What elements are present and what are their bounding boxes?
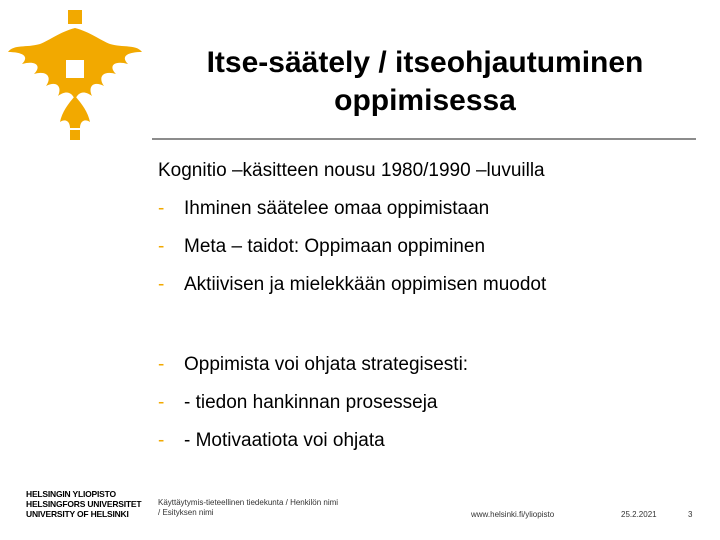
bullet-item xyxy=(158,234,698,260)
bullet-marker: - xyxy=(158,354,165,375)
slide-title xyxy=(160,44,690,120)
footer-presentation-info xyxy=(158,498,378,518)
bullet-marker: - xyxy=(158,198,165,219)
bullet-item xyxy=(158,390,698,416)
page-number: 3 xyxy=(688,510,693,519)
flame-logo-icon xyxy=(0,0,160,150)
footer-date: 25.2.2021 xyxy=(621,510,657,519)
bullet-marker: - xyxy=(158,430,165,451)
title-line-1: Itse-säätely / itseohjautuminen xyxy=(206,46,644,79)
bullet-text: - tiedon hankinnan prosesseja xyxy=(184,392,438,413)
bullet-item xyxy=(158,196,698,222)
bullet-marker: - xyxy=(158,392,165,413)
title-divider xyxy=(152,138,696,140)
bullet-marker: - xyxy=(158,236,165,257)
university-wordmark xyxy=(26,489,141,519)
footer-faculty: Käyttäytymis-tieteellinen tiedekunta / Henkilön nimi xyxy=(158,498,339,507)
bullet-text: Oppimista voi ohjata strategisesti: xyxy=(184,354,469,375)
slide-body xyxy=(158,158,698,466)
spacer xyxy=(158,310,698,352)
bullet-marker: - xyxy=(158,274,165,295)
bullet-item xyxy=(158,272,698,298)
title-line-2: oppimisessa xyxy=(334,84,516,117)
bullet-text: Meta – taidot: Oppimaan oppiminen xyxy=(184,236,486,257)
university-name-sv: HELSINGFORS UNIVERSITET xyxy=(26,499,142,509)
intro-text: Kognitio –käsitteen nousu 1980/1990 –luvuilla xyxy=(158,160,545,181)
bullet-text: - Motivaatiota voi ohjata xyxy=(184,430,385,451)
bullet-item xyxy=(158,428,698,454)
university-name-en: UNIVERSITY OF HELSINKI xyxy=(26,509,129,519)
university-name-fi: HELSINGIN YLIOPISTO xyxy=(26,489,116,499)
footer-url-link[interactable]: www.helsinki.fi/yliopisto xyxy=(471,510,555,519)
footer-presentation-name: / Esityksen nimi xyxy=(158,508,214,517)
bullet-item xyxy=(158,352,698,378)
bullet-text: Aktiivisen ja mielekkään oppimisen muodot xyxy=(184,274,547,295)
bullet-text: Ihminen säätelee omaa oppimistaan xyxy=(184,198,490,219)
